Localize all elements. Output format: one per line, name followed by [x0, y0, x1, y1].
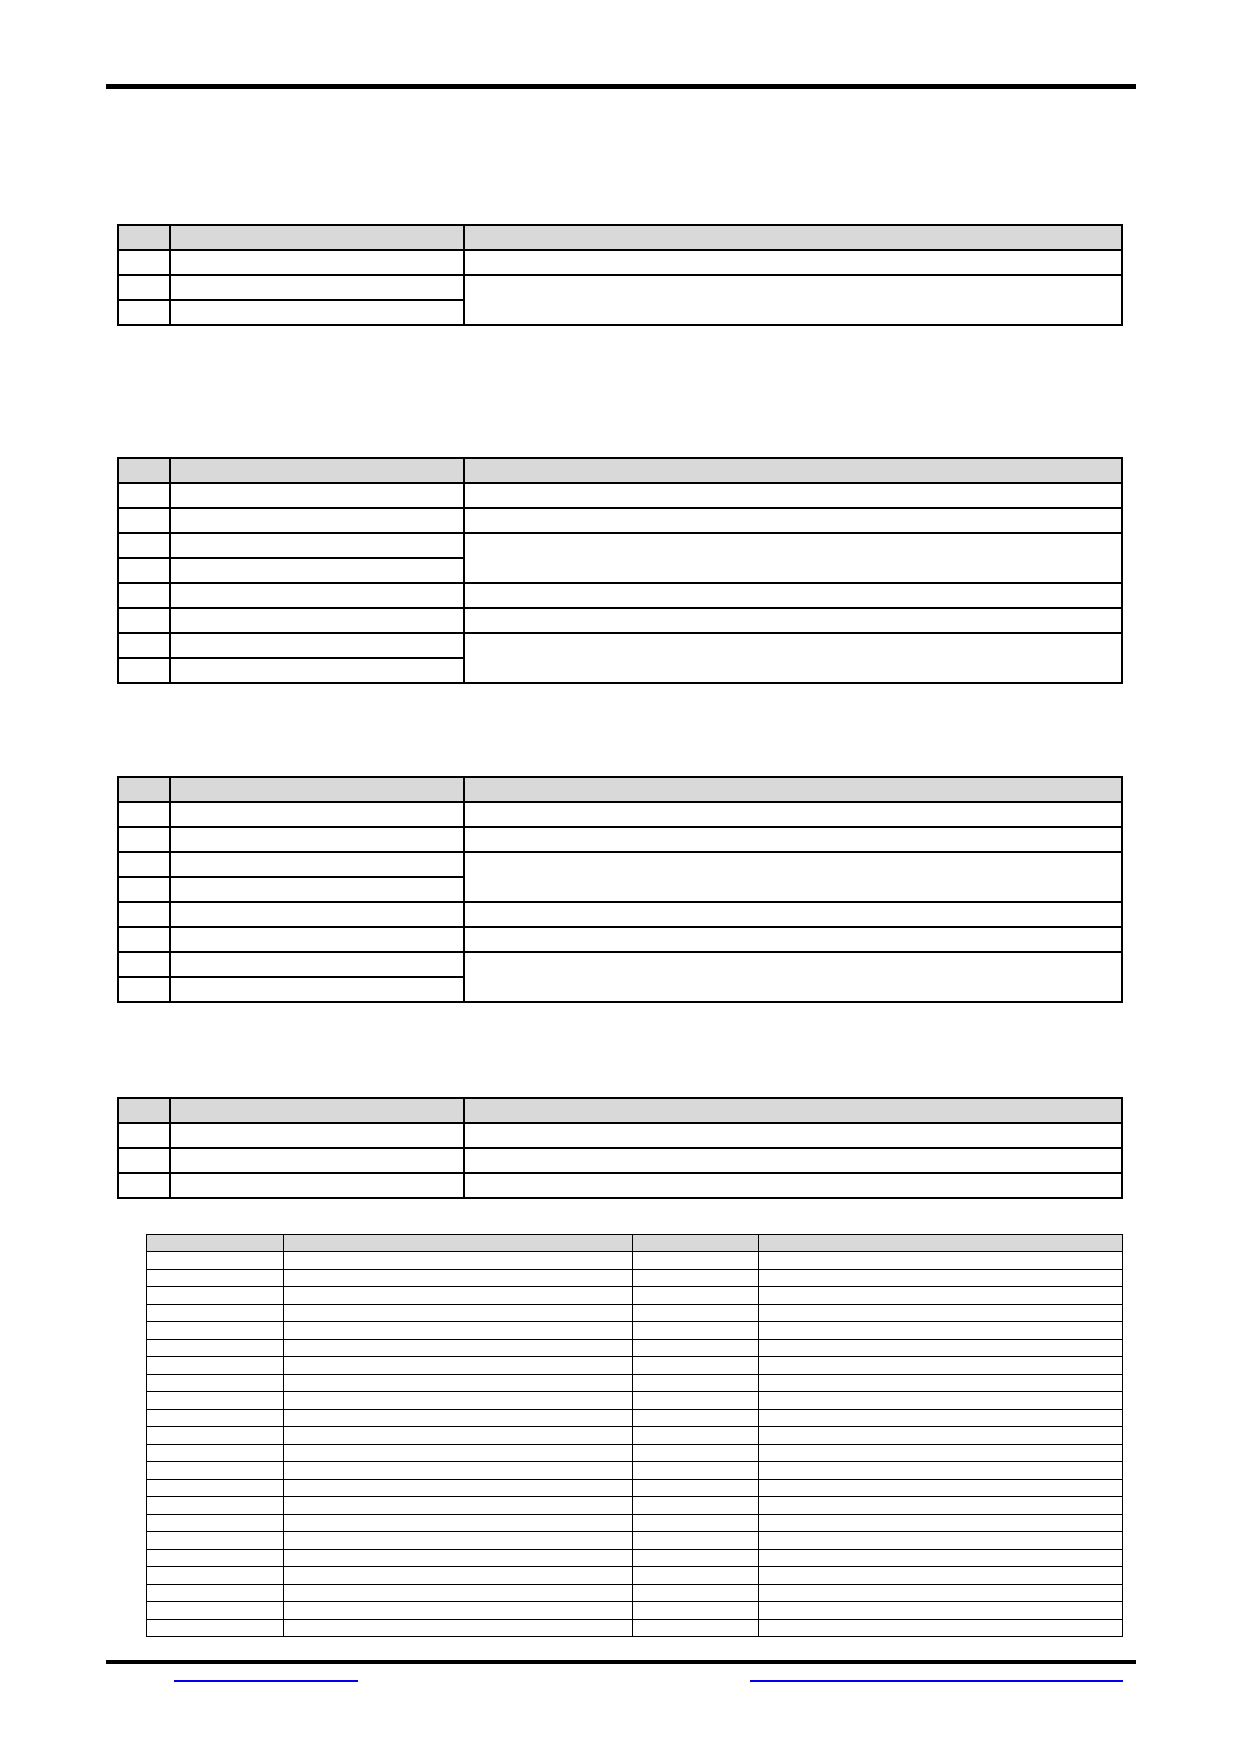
name-cell	[170, 583, 464, 608]
table-row	[147, 1532, 1123, 1550]
table-cell	[284, 1322, 633, 1340]
table-row	[118, 483, 1122, 508]
bit-cell	[118, 558, 170, 583]
table-row	[147, 1567, 1123, 1585]
table-cell	[633, 1532, 759, 1550]
name-cell	[170, 1148, 464, 1173]
table-cell	[633, 1252, 759, 1270]
table-row	[118, 802, 1122, 827]
description-cell	[464, 802, 1122, 827]
table-row	[118, 902, 1122, 927]
description-cell	[464, 927, 1122, 952]
table-cell	[147, 1549, 284, 1567]
table-row	[118, 852, 1122, 877]
name-cell	[170, 802, 464, 827]
table-cell	[633, 1567, 759, 1585]
bit-cell	[118, 902, 170, 927]
description-cell	[464, 250, 1122, 275]
table-cell	[759, 1549, 1123, 1567]
table-cell	[633, 1322, 759, 1340]
table-cell	[284, 1584, 633, 1602]
table-cell	[633, 1374, 759, 1392]
table-row	[147, 1374, 1123, 1392]
header-rule	[106, 84, 1136, 89]
table-row	[147, 1462, 1123, 1480]
table-row	[147, 1427, 1123, 1445]
table-row	[147, 1269, 1123, 1287]
description-cell	[464, 633, 1122, 683]
table-cell	[147, 1322, 284, 1340]
header-cell	[170, 777, 464, 802]
name-cell	[170, 558, 464, 583]
table-cell	[284, 1339, 633, 1357]
table-cell	[633, 1462, 759, 1480]
table-row	[118, 533, 1122, 558]
table-cell	[759, 1514, 1123, 1532]
table-row	[118, 633, 1122, 658]
table-row	[147, 1549, 1123, 1567]
table-row	[147, 1444, 1123, 1462]
header-cell	[170, 225, 464, 250]
description-cell	[464, 533, 1122, 583]
table-cell	[633, 1357, 759, 1375]
table-cell	[147, 1357, 284, 1375]
description-cell	[464, 483, 1122, 508]
table-header-row	[118, 1098, 1122, 1123]
table-row	[118, 583, 1122, 608]
table-cell	[147, 1409, 284, 1427]
table-row	[118, 952, 1122, 977]
table-header-row	[118, 777, 1122, 802]
header-cell	[284, 1235, 633, 1252]
table-cell	[633, 1549, 759, 1567]
register-table-3	[117, 776, 1123, 1003]
bit-cell	[118, 250, 170, 275]
table-header-row	[118, 458, 1122, 483]
table-cell	[759, 1462, 1123, 1480]
header-cell	[464, 777, 1122, 802]
description-cell	[464, 583, 1122, 608]
table-row	[147, 1619, 1123, 1637]
table-cell	[284, 1619, 633, 1637]
table-cell	[759, 1269, 1123, 1287]
footer-link-right[interactable]	[750, 1680, 1123, 1682]
table-cell	[759, 1322, 1123, 1340]
header-cell	[118, 458, 170, 483]
name-cell	[170, 250, 464, 275]
table-cell	[147, 1392, 284, 1410]
footer-rule	[106, 1660, 1136, 1664]
name-cell	[170, 508, 464, 533]
table-row	[147, 1392, 1123, 1410]
table-cell	[633, 1287, 759, 1305]
bit-cell	[118, 658, 170, 683]
table-cell	[284, 1374, 633, 1392]
bit-cell	[118, 1148, 170, 1173]
table-row	[147, 1339, 1123, 1357]
table-cell	[147, 1462, 284, 1480]
description-cell	[464, 1123, 1122, 1148]
bit-cell	[118, 633, 170, 658]
table-header-row	[147, 1235, 1123, 1252]
table-cell	[759, 1584, 1123, 1602]
description-cell	[464, 852, 1122, 902]
table-cell	[633, 1392, 759, 1410]
table-row	[118, 927, 1122, 952]
bit-cell	[118, 508, 170, 533]
table-cell	[284, 1479, 633, 1497]
table-row	[147, 1409, 1123, 1427]
table-cell	[284, 1497, 633, 1515]
bit-cell	[118, 608, 170, 633]
name-cell	[170, 827, 464, 852]
table-cell	[759, 1409, 1123, 1427]
table-row	[147, 1322, 1123, 1340]
bit-cell	[118, 952, 170, 977]
description-cell	[464, 1148, 1122, 1173]
name-cell	[170, 300, 464, 325]
table-row	[147, 1514, 1123, 1532]
table-cell	[147, 1497, 284, 1515]
table-cell	[759, 1479, 1123, 1497]
table-row	[147, 1287, 1123, 1305]
register-table-2	[117, 457, 1123, 684]
table-cell	[147, 1479, 284, 1497]
name-cell	[170, 977, 464, 1002]
description-cell	[464, 827, 1122, 852]
table-cell	[633, 1269, 759, 1287]
table-cell	[759, 1444, 1123, 1462]
table-row	[147, 1252, 1123, 1270]
bit-cell	[118, 977, 170, 1002]
name-cell	[170, 658, 464, 683]
table-cell	[284, 1602, 633, 1620]
footer-link-left[interactable]	[174, 1680, 358, 1682]
name-cell	[170, 852, 464, 877]
register-table-5	[146, 1234, 1123, 1637]
table-cell	[633, 1602, 759, 1620]
bit-cell	[118, 877, 170, 902]
table-cell	[759, 1602, 1123, 1620]
table-cell	[147, 1427, 284, 1445]
table-header-row	[118, 225, 1122, 250]
name-cell	[170, 877, 464, 902]
bit-cell	[118, 927, 170, 952]
header-cell	[464, 458, 1122, 483]
table-cell	[633, 1584, 759, 1602]
table-row	[147, 1584, 1123, 1602]
bit-cell	[118, 583, 170, 608]
table-cell	[284, 1357, 633, 1375]
table-cell	[284, 1409, 633, 1427]
name-cell	[170, 1173, 464, 1198]
bit-cell	[118, 300, 170, 325]
description-cell	[464, 275, 1122, 325]
header-cell	[118, 777, 170, 802]
table-cell	[284, 1392, 633, 1410]
table-cell	[759, 1357, 1123, 1375]
table-cell	[633, 1619, 759, 1637]
table-cell	[633, 1514, 759, 1532]
table-cell	[759, 1497, 1123, 1515]
header-cell	[118, 1098, 170, 1123]
table-row	[118, 508, 1122, 533]
table-cell	[284, 1567, 633, 1585]
table-cell	[147, 1339, 284, 1357]
table-cell	[147, 1444, 284, 1462]
name-cell	[170, 275, 464, 300]
table-cell	[759, 1252, 1123, 1270]
table-cell	[759, 1619, 1123, 1637]
table-cell	[147, 1374, 284, 1392]
table-cell	[759, 1339, 1123, 1357]
table-cell	[147, 1252, 284, 1270]
table-cell	[147, 1287, 284, 1305]
table-cell	[633, 1497, 759, 1515]
table-cell	[147, 1269, 284, 1287]
table-cell	[759, 1427, 1123, 1445]
name-cell	[170, 927, 464, 952]
name-cell	[170, 533, 464, 558]
table-row	[118, 827, 1122, 852]
table-cell	[759, 1532, 1123, 1550]
table-row	[147, 1497, 1123, 1515]
table-row	[118, 250, 1122, 275]
table-cell	[284, 1269, 633, 1287]
table-cell	[284, 1304, 633, 1322]
table-cell	[633, 1339, 759, 1357]
bit-cell	[118, 275, 170, 300]
table-cell	[633, 1444, 759, 1462]
header-cell	[464, 1098, 1122, 1123]
table-cell	[284, 1287, 633, 1305]
table-cell	[284, 1462, 633, 1480]
table-cell	[284, 1444, 633, 1462]
header-cell	[170, 458, 464, 483]
bit-cell	[118, 1173, 170, 1198]
table-cell	[633, 1479, 759, 1497]
description-cell	[464, 508, 1122, 533]
table-cell	[147, 1567, 284, 1585]
table-cell	[284, 1252, 633, 1270]
header-cell	[118, 225, 170, 250]
bit-cell	[118, 852, 170, 877]
table-cell	[284, 1514, 633, 1532]
table-cell	[759, 1374, 1123, 1392]
table-cell	[147, 1602, 284, 1620]
table-cell	[759, 1392, 1123, 1410]
name-cell	[170, 952, 464, 977]
header-cell	[170, 1098, 464, 1123]
table-row	[147, 1479, 1123, 1497]
table-cell	[633, 1304, 759, 1322]
description-cell	[464, 902, 1122, 927]
bit-cell	[118, 802, 170, 827]
table-cell	[147, 1304, 284, 1322]
table-cell	[284, 1532, 633, 1550]
table-cell	[633, 1409, 759, 1427]
name-cell	[170, 902, 464, 927]
header-cell	[147, 1235, 284, 1252]
table-row	[118, 1173, 1122, 1198]
table-row	[118, 275, 1122, 300]
description-cell	[464, 952, 1122, 1002]
header-cell	[464, 225, 1122, 250]
description-cell	[464, 1173, 1122, 1198]
table-cell	[284, 1427, 633, 1445]
header-cell	[633, 1235, 759, 1252]
bit-cell	[118, 827, 170, 852]
register-table-4	[117, 1097, 1123, 1199]
table-cell	[759, 1287, 1123, 1305]
table-row	[118, 1148, 1122, 1173]
table-cell	[147, 1514, 284, 1532]
table-row	[118, 1123, 1122, 1148]
bit-cell	[118, 483, 170, 508]
name-cell	[170, 608, 464, 633]
name-cell	[170, 1123, 464, 1148]
register-table-1	[117, 224, 1123, 326]
description-cell	[464, 608, 1122, 633]
table-cell	[147, 1584, 284, 1602]
table-row	[147, 1357, 1123, 1375]
table-cell	[759, 1304, 1123, 1322]
bit-cell	[118, 533, 170, 558]
table-cell	[147, 1532, 284, 1550]
table-row	[147, 1304, 1123, 1322]
table-cell	[284, 1549, 633, 1567]
header-cell	[759, 1235, 1123, 1252]
table-row	[147, 1602, 1123, 1620]
name-cell	[170, 483, 464, 508]
table-cell	[759, 1567, 1123, 1585]
table-row	[118, 608, 1122, 633]
table-cell	[633, 1427, 759, 1445]
table-cell	[147, 1619, 284, 1637]
name-cell	[170, 633, 464, 658]
bit-cell	[118, 1123, 170, 1148]
